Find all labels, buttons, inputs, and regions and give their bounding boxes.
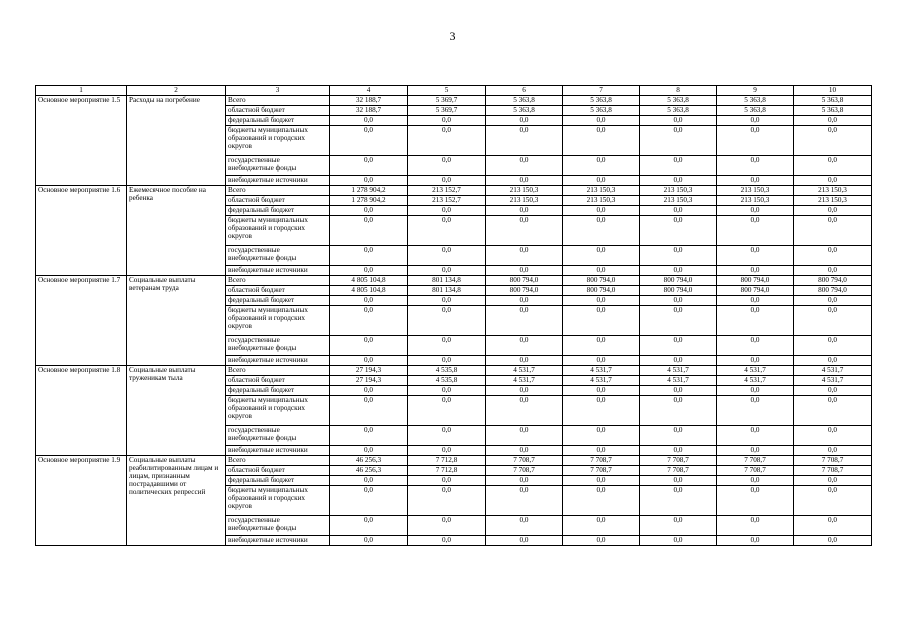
value-cell: 0,0: [794, 216, 872, 246]
value-cell: 213 150,3: [717, 196, 794, 206]
funding-source-cell: федеральный бюджет: [226, 116, 330, 126]
value-cell: 0,0: [717, 536, 794, 546]
value-cell: 0,0: [563, 356, 640, 366]
funding-source-cell: государственные внебюджетные фонды: [226, 246, 330, 266]
value-cell: 0,0: [563, 156, 640, 176]
value-cell: 0,0: [794, 176, 872, 186]
value-cell: 4 531,7: [717, 366, 794, 376]
value-cell: 0,0: [330, 356, 408, 366]
value-cell: 0,0: [717, 296, 794, 306]
value-cell: 0,0: [330, 446, 408, 456]
value-cell: 5 363,8: [794, 106, 872, 116]
activity-name-cell: Основное мероприятие 1.6: [36, 186, 127, 276]
table-row: [36, 366, 872, 376]
value-cell: 0,0: [563, 206, 640, 216]
value-cell: 0,0: [408, 486, 486, 516]
value-cell: 0,0: [486, 296, 563, 306]
value-cell: 0,0: [408, 356, 486, 366]
header-cell: 6: [486, 86, 563, 96]
table-row: [36, 96, 872, 106]
value-cell: 801 134,8: [408, 276, 486, 286]
value-cell: 32 188,7: [330, 106, 408, 116]
value-cell: 5 369,7: [408, 106, 486, 116]
value-cell: 213 150,3: [717, 186, 794, 196]
value-cell: 0,0: [408, 336, 486, 356]
value-cell: 5 363,8: [794, 96, 872, 106]
value-cell: 0,0: [330, 396, 408, 426]
value-cell: 213 150,3: [640, 186, 717, 196]
value-cell: 7 708,7: [794, 456, 872, 466]
value-cell: 0,0: [563, 296, 640, 306]
value-cell: 0,0: [717, 516, 794, 536]
value-cell: 0,0: [640, 446, 717, 456]
value-cell: 0,0: [717, 216, 794, 246]
value-cell: 800 794,0: [717, 286, 794, 296]
value-cell: 5 369,7: [408, 96, 486, 106]
value-cell: 46 256,3: [330, 456, 408, 466]
value-cell: 7 712,8: [408, 456, 486, 466]
value-cell: 4 535,8: [408, 376, 486, 386]
value-cell: 0,0: [408, 476, 486, 486]
value-cell: 213 152,7: [408, 186, 486, 196]
value-cell: 213 150,3: [486, 196, 563, 206]
value-cell: 4 531,7: [794, 376, 872, 386]
value-cell: 0,0: [563, 516, 640, 536]
value-cell: 0,0: [330, 216, 408, 246]
funding-source-cell: бюджеты муниципальных образований и городских округов: [226, 396, 330, 426]
value-cell: 0,0: [563, 266, 640, 276]
table-row: [36, 186, 872, 196]
activity-name-cell: Основное мероприятие 1.7: [36, 276, 127, 366]
value-cell: 7 708,7: [563, 466, 640, 476]
value-cell: 801 134,8: [408, 286, 486, 296]
value-cell: 0,0: [563, 476, 640, 486]
value-cell: 0,0: [640, 306, 717, 336]
value-cell: 800 794,0: [640, 286, 717, 296]
value-cell: 0,0: [330, 206, 408, 216]
budget-table: [35, 85, 872, 546]
value-cell: 1 278 904,2: [330, 186, 408, 196]
value-cell: 0,0: [486, 156, 563, 176]
value-cell: 0,0: [330, 336, 408, 356]
value-cell: 0,0: [330, 116, 408, 126]
value-cell: 0,0: [563, 176, 640, 186]
value-cell: 0,0: [794, 386, 872, 396]
value-cell: 0,0: [563, 426, 640, 446]
header-cell: 10: [794, 86, 872, 96]
value-cell: 0,0: [408, 126, 486, 156]
value-cell: 0,0: [640, 486, 717, 516]
value-cell: 4 531,7: [486, 366, 563, 376]
value-cell: 0,0: [717, 266, 794, 276]
value-cell: 0,0: [717, 246, 794, 266]
value-cell: 0,0: [640, 476, 717, 486]
value-cell: 4 531,7: [486, 376, 563, 386]
value-cell: 0,0: [330, 426, 408, 446]
funding-source-cell: Всего: [226, 456, 330, 466]
activity-name-cell: Основное мероприятие 1.8: [36, 366, 127, 456]
value-cell: 0,0: [640, 296, 717, 306]
activity-name-cell: Основное мероприятие 1.9: [36, 456, 127, 546]
value-cell: 0,0: [717, 486, 794, 516]
value-cell: 0,0: [330, 126, 408, 156]
funding-source-cell: федеральный бюджет: [226, 476, 330, 486]
page-number: 3: [449, 29, 456, 43]
funding-source-cell: федеральный бюджет: [226, 386, 330, 396]
funding-source-cell: областной бюджет: [226, 196, 330, 206]
header-cell: 8: [640, 86, 717, 96]
funding-source-cell: государственные внебюджетные фонды: [226, 156, 330, 176]
value-cell: 4 805 104,8: [330, 276, 408, 286]
value-cell: 0,0: [717, 446, 794, 456]
activity-description-cell: Социальные выплаты реабилитированным лицам и лицам, признанным пострадавшими от политических репрессий: [127, 456, 226, 546]
header-cell: 2: [127, 86, 226, 96]
value-cell: 7 708,7: [717, 466, 794, 476]
value-cell: 4 531,7: [717, 376, 794, 386]
funding-source-cell: бюджеты муниципальных образований и городских округов: [226, 216, 330, 246]
value-cell: 0,0: [640, 216, 717, 246]
value-cell: 1 278 904,2: [330, 196, 408, 206]
activity-name-cell: Основное мероприятие 1.5: [36, 96, 127, 186]
value-cell: 0,0: [330, 176, 408, 186]
value-cell: 0,0: [794, 336, 872, 356]
value-cell: 0,0: [563, 396, 640, 426]
value-cell: 0,0: [486, 306, 563, 336]
value-cell: 7 708,7: [640, 456, 717, 466]
value-cell: 0,0: [486, 536, 563, 546]
value-cell: 0,0: [408, 216, 486, 246]
value-cell: 46 256,3: [330, 466, 408, 476]
header-cell: 4: [330, 86, 408, 96]
value-cell: 0,0: [717, 396, 794, 426]
value-cell: 0,0: [640, 336, 717, 356]
value-cell: 0,0: [408, 446, 486, 456]
funding-source-cell: областной бюджет: [226, 286, 330, 296]
header-cell: 3: [226, 86, 330, 96]
activity-description-cell: Социальные выплаты ветеранам труда: [127, 276, 226, 366]
value-cell: 0,0: [408, 516, 486, 536]
header-cell: 5: [408, 86, 486, 96]
value-cell: 0,0: [794, 446, 872, 456]
value-cell: 4 805 104,8: [330, 286, 408, 296]
value-cell: 0,0: [794, 266, 872, 276]
value-cell: 0,0: [640, 206, 717, 216]
funding-source-cell: внебюджетные источники: [226, 446, 330, 456]
activity-description-cell: Социальные выплаты труженикам тыла: [127, 366, 226, 456]
value-cell: 0,0: [794, 156, 872, 176]
value-cell: 0,0: [486, 176, 563, 186]
value-cell: 0,0: [717, 116, 794, 126]
value-cell: 7 708,7: [486, 466, 563, 476]
value-cell: 7 708,7: [640, 466, 717, 476]
value-cell: 0,0: [640, 516, 717, 536]
value-cell: 0,0: [640, 356, 717, 366]
value-cell: 0,0: [486, 336, 563, 356]
funding-source-cell: внебюджетные источники: [226, 536, 330, 546]
funding-source-cell: бюджеты муниципальных образований и городских округов: [226, 306, 330, 336]
value-cell: 800 794,0: [486, 276, 563, 286]
value-cell: 0,0: [640, 246, 717, 266]
value-cell: 0,0: [486, 386, 563, 396]
value-cell: 0,0: [408, 306, 486, 336]
value-cell: 0,0: [717, 426, 794, 446]
value-cell: 5 363,8: [640, 96, 717, 106]
value-cell: 0,0: [717, 126, 794, 156]
funding-source-cell: бюджеты муниципальных образований и городских округов: [226, 486, 330, 516]
value-cell: 0,0: [717, 336, 794, 356]
value-cell: 0,0: [563, 246, 640, 266]
funding-source-cell: государственные внебюджетные фонды: [226, 336, 330, 356]
value-cell: 800 794,0: [717, 276, 794, 286]
value-cell: 0,0: [563, 336, 640, 356]
funding-source-cell: бюджеты муниципальных образований и городских округов: [226, 126, 330, 156]
value-cell: 0,0: [563, 446, 640, 456]
value-cell: 0,0: [486, 486, 563, 516]
value-cell: 0,0: [794, 426, 872, 446]
funding-source-cell: областной бюджет: [226, 376, 330, 386]
value-cell: 213 150,3: [640, 196, 717, 206]
value-cell: 0,0: [486, 126, 563, 156]
funding-source-cell: Всего: [226, 366, 330, 376]
value-cell: 0,0: [563, 116, 640, 126]
value-cell: 0,0: [486, 446, 563, 456]
value-cell: 4 531,7: [563, 366, 640, 376]
funding-source-cell: государственные внебюджетные фонды: [226, 426, 330, 446]
value-cell: 0,0: [330, 476, 408, 486]
value-cell: 0,0: [486, 246, 563, 266]
value-cell: 0,0: [330, 486, 408, 516]
funding-source-cell: государственные внебюджетные фонды: [226, 516, 330, 536]
value-cell: 0,0: [794, 206, 872, 216]
funding-source-cell: федеральный бюджет: [226, 206, 330, 216]
value-cell: 0,0: [330, 306, 408, 336]
value-cell: 0,0: [408, 426, 486, 446]
value-cell: 32 188,7: [330, 96, 408, 106]
value-cell: 0,0: [486, 116, 563, 126]
value-cell: 0,0: [640, 386, 717, 396]
value-cell: 0,0: [408, 386, 486, 396]
header-cell: 7: [563, 86, 640, 96]
value-cell: 0,0: [486, 396, 563, 426]
value-cell: 0,0: [330, 536, 408, 546]
value-cell: 5 363,8: [486, 106, 563, 116]
value-cell: 0,0: [563, 536, 640, 546]
value-cell: 4 531,7: [640, 366, 717, 376]
value-cell: 0,0: [563, 486, 640, 516]
value-cell: 0,0: [794, 486, 872, 516]
value-cell: 0,0: [408, 536, 486, 546]
value-cell: 4 531,7: [563, 376, 640, 386]
value-cell: 800 794,0: [640, 276, 717, 286]
value-cell: 0,0: [717, 176, 794, 186]
value-cell: 0,0: [563, 386, 640, 396]
value-cell: 0,0: [486, 206, 563, 216]
funding-source-cell: внебюджетные источники: [226, 356, 330, 366]
value-cell: 800 794,0: [563, 286, 640, 296]
value-cell: 5 363,8: [563, 96, 640, 106]
value-cell: 4 531,7: [794, 366, 872, 376]
value-cell: 0,0: [486, 476, 563, 486]
value-cell: 0,0: [330, 156, 408, 176]
value-cell: 5 363,8: [563, 106, 640, 116]
value-cell: 213 150,3: [794, 196, 872, 206]
value-cell: 0,0: [794, 116, 872, 126]
value-cell: 0,0: [717, 156, 794, 176]
value-cell: 0,0: [794, 246, 872, 266]
value-cell: 0,0: [408, 396, 486, 426]
value-cell: 0,0: [563, 216, 640, 246]
value-cell: 213 150,3: [563, 186, 640, 196]
value-cell: 0,0: [563, 126, 640, 156]
value-cell: 5 363,8: [486, 96, 563, 106]
value-cell: 7 708,7: [717, 456, 794, 466]
value-cell: 0,0: [794, 536, 872, 546]
value-cell: 0,0: [794, 396, 872, 426]
value-cell: 0,0: [640, 266, 717, 276]
value-cell: 0,0: [408, 266, 486, 276]
value-cell: 0,0: [486, 356, 563, 366]
activity-description-cell: Ежемесячное пособие на ребенка: [127, 186, 226, 276]
value-cell: 7 708,7: [794, 466, 872, 476]
value-cell: 213 150,3: [486, 186, 563, 196]
header-cell: 9: [717, 86, 794, 96]
value-cell: 0,0: [563, 306, 640, 336]
value-cell: 0,0: [640, 396, 717, 426]
header-cell: 1: [36, 86, 127, 96]
table-row: [36, 456, 872, 466]
value-cell: 0,0: [640, 176, 717, 186]
funding-source-cell: Всего: [226, 96, 330, 106]
value-cell: 0,0: [408, 116, 486, 126]
value-cell: 800 794,0: [794, 286, 872, 296]
activity-description-cell: Расходы на погребение: [127, 96, 226, 186]
value-cell: 0,0: [717, 306, 794, 336]
header-row: [36, 86, 872, 96]
value-cell: 800 794,0: [563, 276, 640, 286]
value-cell: 0,0: [330, 386, 408, 396]
value-cell: 0,0: [717, 356, 794, 366]
funding-source-cell: Всего: [226, 186, 330, 196]
value-cell: 27 194,3: [330, 376, 408, 386]
value-cell: 0,0: [408, 156, 486, 176]
value-cell: 0,0: [794, 476, 872, 486]
value-cell: 27 194,3: [330, 366, 408, 376]
value-cell: 0,0: [408, 206, 486, 216]
value-cell: 7 712,8: [408, 466, 486, 476]
value-cell: 0,0: [640, 156, 717, 176]
value-cell: 0,0: [486, 426, 563, 446]
value-cell: 5 363,8: [717, 96, 794, 106]
value-cell: 0,0: [640, 426, 717, 446]
value-cell: 0,0: [330, 516, 408, 536]
value-cell: 4 535,8: [408, 366, 486, 376]
value-cell: 0,0: [408, 296, 486, 306]
value-cell: 0,0: [486, 266, 563, 276]
value-cell: 0,0: [330, 296, 408, 306]
value-cell: 213 150,3: [563, 196, 640, 206]
value-cell: 0,0: [794, 356, 872, 366]
value-cell: 0,0: [640, 126, 717, 156]
value-cell: 0,0: [408, 246, 486, 266]
value-cell: 0,0: [486, 516, 563, 536]
value-cell: 800 794,0: [486, 286, 563, 296]
value-cell: 0,0: [794, 306, 872, 336]
value-cell: 213 150,3: [794, 186, 872, 196]
value-cell: 4 531,7: [640, 376, 717, 386]
value-cell: 800 794,0: [794, 276, 872, 286]
funding-source-cell: Всего: [226, 276, 330, 286]
funding-source-cell: областной бюджет: [226, 106, 330, 116]
value-cell: 0,0: [717, 476, 794, 486]
value-cell: 0,0: [408, 176, 486, 186]
value-cell: 213 152,7: [408, 196, 486, 206]
value-cell: 0,0: [717, 386, 794, 396]
value-cell: 0,0: [640, 116, 717, 126]
value-cell: 5 363,8: [717, 106, 794, 116]
value-cell: 0,0: [330, 266, 408, 276]
funding-source-cell: областной бюджет: [226, 466, 330, 476]
table-row: [36, 276, 872, 286]
value-cell: 0,0: [330, 246, 408, 266]
value-cell: 0,0: [794, 516, 872, 536]
value-cell: 7 708,7: [563, 456, 640, 466]
value-cell: 0,0: [640, 536, 717, 546]
value-cell: 5 363,8: [640, 106, 717, 116]
funding-source-cell: федеральный бюджет: [226, 296, 330, 306]
value-cell: 0,0: [717, 206, 794, 216]
funding-source-cell: внебюджетные источники: [226, 176, 330, 186]
value-cell: 0,0: [486, 216, 563, 246]
table-body: [36, 96, 872, 546]
value-cell: 7 708,7: [486, 456, 563, 466]
funding-source-cell: внебюджетные источники: [226, 266, 330, 276]
value-cell: 0,0: [794, 126, 872, 156]
value-cell: 0,0: [794, 296, 872, 306]
